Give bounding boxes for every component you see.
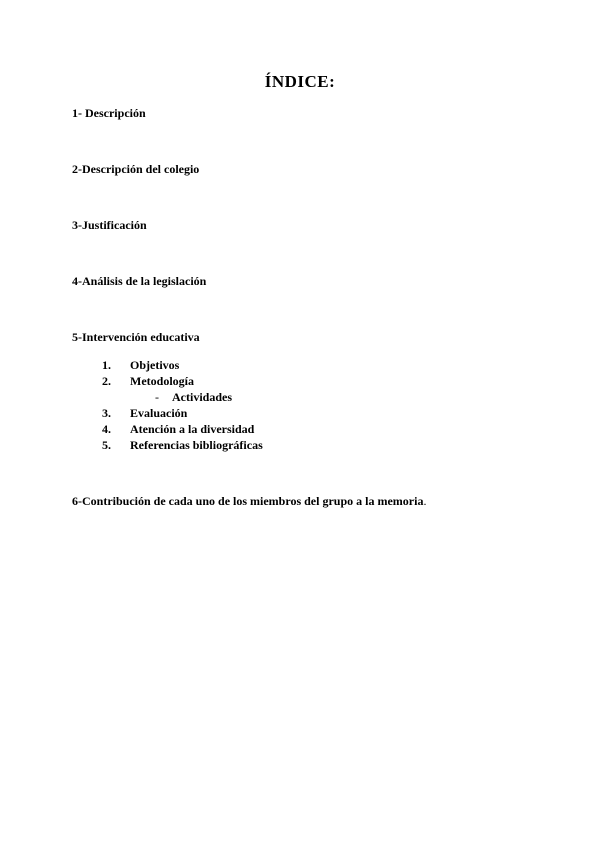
index-title: ÍNDICE: [264, 72, 336, 91]
section-4-analisis-legislacion: 4-Análisis de la legislación [72, 274, 207, 288]
list-item-number: 5. [102, 438, 111, 452]
list-item-number: 3. [102, 406, 111, 420]
list-item-number: 4. [102, 422, 111, 436]
dash-bullet: - [155, 390, 159, 404]
section-6-contribucion [72, 494, 426, 509]
section-2-descripcion-colegio: 2-Descripción del colegio [72, 162, 200, 176]
list-item-label: Objetivos [130, 358, 180, 372]
list-item-number: 2. [102, 374, 111, 388]
section-6-period: . [423, 494, 427, 508]
section-6-label: 6-Contribución de cada uno de los miembros del grupo a la memoria [72, 494, 424, 508]
list-item-label: Referencias bibliográficas [130, 438, 263, 452]
list-item-label: Actividades [172, 390, 232, 404]
list-item-label: Metodología [130, 374, 194, 388]
section-1-descripcion: 1- Descripción [72, 106, 146, 120]
section-5-intervencion-educativa: 5-Intervención educativa [72, 330, 200, 344]
section-3-justificacion: 3-Justificación [72, 218, 147, 232]
list-item-number: 1. [102, 358, 111, 372]
list-item-label: Evaluación [130, 406, 188, 420]
list-item-label: Atención a la diversidad [130, 422, 255, 436]
